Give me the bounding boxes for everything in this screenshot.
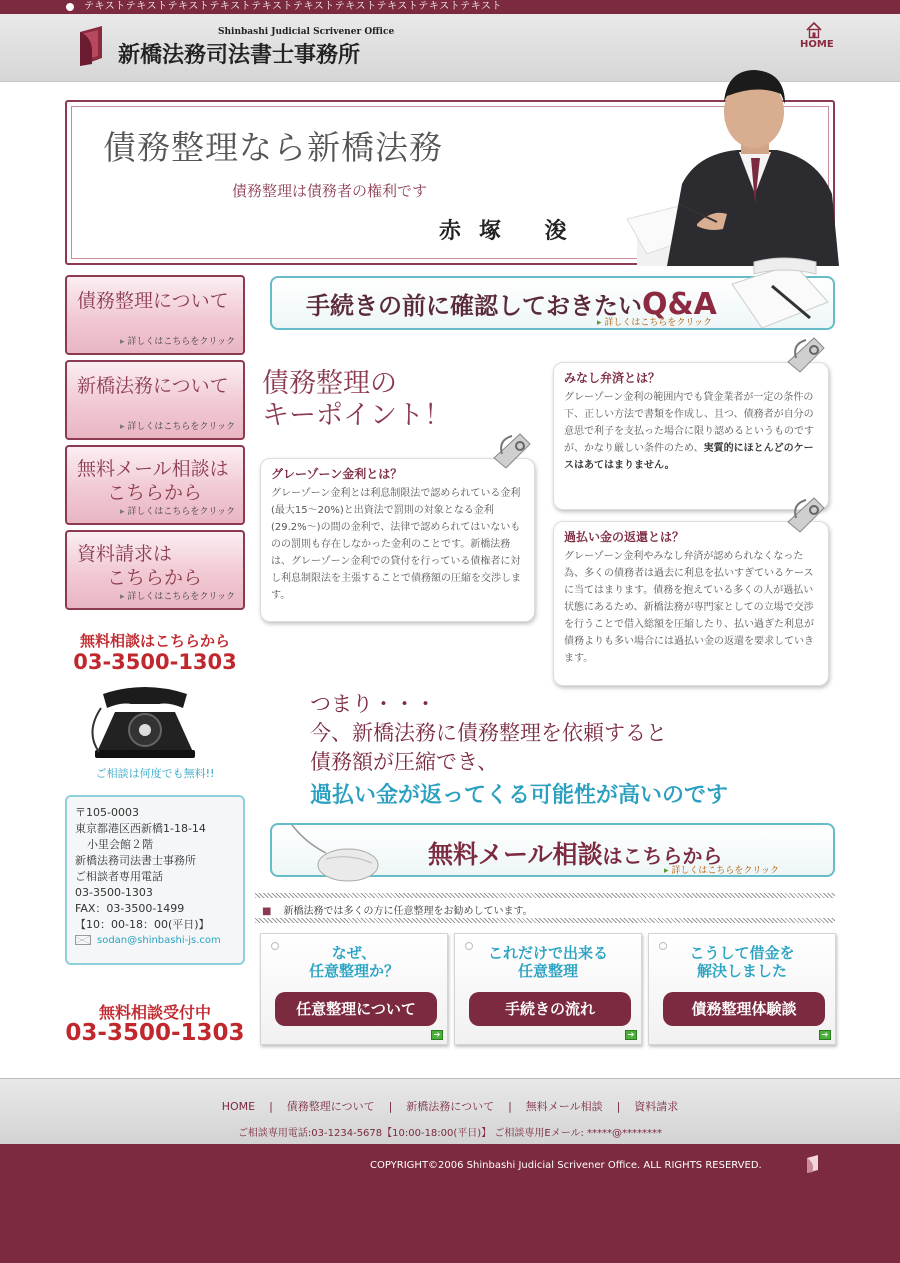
hero-subtitle: 債務整理は債務者の権利です bbox=[232, 182, 428, 200]
summary-line-2: 今、新橋法務に債務整理を依頼すると bbox=[310, 721, 667, 745]
keypoint-line-1: 債務整理の bbox=[262, 368, 397, 399]
sidebar-more-link[interactable]: ▸ 詳しくはこちらをクリック bbox=[120, 334, 235, 347]
summary-highlight: 過払い金が返ってくる可能性が高いのです bbox=[310, 783, 729, 808]
footer-link-debt[interactable]: 債務整理について bbox=[286, 1100, 375, 1113]
top-strip-text: テキストテキストテキストテキストテキストテキストテキストテキストテキストテキスト bbox=[84, 1, 502, 12]
bottom-button-label[interactable]: 任意整理について bbox=[275, 992, 437, 1026]
address-office: 新橋法務司法書士事務所 bbox=[75, 854, 196, 867]
address-fax: FAX：03-3500-1499 bbox=[75, 902, 185, 915]
home-icon[interactable] bbox=[804, 20, 824, 40]
top-strip bbox=[0, 0, 900, 14]
bottom-button-question bbox=[261, 944, 447, 980]
accepting-phone[interactable]: 03-3500-1303 bbox=[65, 1020, 245, 1046]
hero-title: 債務整理なら新橋法務 bbox=[103, 128, 443, 167]
sidebar-more-link[interactable]: ▸ 詳しくはこちらをクリック bbox=[120, 589, 235, 602]
phone-note: ご相談は何度でも無料!! bbox=[95, 767, 215, 780]
mouse-icon bbox=[286, 823, 382, 885]
separator: | bbox=[616, 1100, 621, 1113]
envelope-icon bbox=[75, 935, 91, 945]
address-phone: 03-3500-1303 bbox=[75, 886, 153, 899]
keypoint-line-2: キーポイント！ bbox=[262, 400, 451, 431]
paper-and-pen-icon bbox=[724, 256, 834, 330]
footer-link-mail[interactable]: 無料メール相談 bbox=[525, 1100, 603, 1113]
qa-banner[interactable] bbox=[270, 276, 835, 330]
keypoint-title bbox=[262, 368, 451, 432]
separator: | bbox=[508, 1100, 512, 1113]
hero-signature: 赤塚 浚 bbox=[439, 218, 585, 244]
card-body bbox=[564, 389, 820, 474]
card-kabarai bbox=[553, 521, 829, 686]
address-phone-label: ご相談者専用電話 bbox=[75, 870, 163, 883]
card-body-text: グレーゾーン金利の範囲内でも貸金業者が一定の条件の下、正しい方法で書類を作成し、且つ、債務者が自分の意思で利子を支払った場合に限り認めるというものですが、かなり厳しい条件のため、 bbox=[564, 392, 814, 454]
notice-text: ■ 新橋法務では多くの方に任意整理をお勧めしています。 bbox=[262, 902, 533, 917]
footer-link-home[interactable]: HOME bbox=[221, 1100, 256, 1113]
qa-title-qa: Q&A bbox=[642, 287, 717, 322]
address-box bbox=[65, 795, 245, 965]
bottom-button-question bbox=[649, 944, 835, 980]
address-email[interactable]: sodan@shinbashi-js.com bbox=[97, 935, 221, 946]
sidebar-button-mail-consult[interactable] bbox=[65, 445, 245, 525]
bottom-button-voluntary[interactable] bbox=[260, 933, 448, 1045]
card-title: グレーゾーン金利とは？ bbox=[271, 467, 403, 481]
lawyer-portrait-image bbox=[627, 54, 839, 266]
arrow-right-icon: ➔ bbox=[819, 1030, 831, 1040]
sidebar-more-link[interactable]: ▸ 詳しくはこちらをクリック bbox=[120, 419, 235, 432]
mail-consult-banner[interactable] bbox=[270, 823, 835, 877]
copyright: COPYRIGHT©2006 Shinbashi Judicial Scrivener Office. ALL RIGHTS RESERVED. bbox=[370, 1160, 762, 1171]
address-line-2: 小里会館２階 bbox=[87, 838, 153, 851]
question-line-1: これだけで出来る bbox=[487, 944, 608, 962]
card-title: 過払い金の返還とは？ bbox=[564, 530, 685, 544]
card-body: グレーゾーン金利とは利息制限法で認められている金利(最大15～20%)と出資法で罰則の対象となる金利(29.2%～)の間の金利で、法律で認められてはいないものの罰則も存在しなかった金利のことです。新橋法務は、グレーゾーン金利での貸付を行っている債権者に対し利息制限法を主張することで債務額の圧縮を交渉します。 bbox=[271, 488, 521, 601]
card-body: グレーゾーン金利やみなし弁済が認められなくなった為、多くの債務者は過去に利息を払いすぎているケースに当てはまります。債務を抱えている多くの人が過払い状態にあるため、新橋法務が専門家としての立場で交渉を行うことで借入総額を圧縮したり、払い過ぎた利息が債務よりも多い場合には過払い金の返還を要求していきます。 bbox=[564, 551, 814, 664]
label-line-1: 無料メール相談は bbox=[77, 458, 229, 480]
qa-title-text: 手続きの前に確認しておきたい bbox=[306, 292, 642, 320]
question-line-1: こうして借金を bbox=[689, 944, 795, 962]
mail-more-link[interactable]: ▸ 詳しくはこちらをクリック bbox=[664, 863, 779, 876]
logo-english: Shinbashi Judicial Scrivener Office bbox=[218, 27, 395, 37]
bottom-button-label[interactable]: 手続きの流れ bbox=[469, 992, 631, 1026]
sidebar-button-label bbox=[77, 542, 202, 590]
hatch-divider bbox=[255, 918, 835, 923]
accepting-title: 無料相談受付中 bbox=[98, 1003, 211, 1022]
telephone-icon bbox=[85, 682, 205, 760]
logo-mark-icon bbox=[806, 1155, 820, 1173]
summary-line-3: 債務額が圧縮でき、 bbox=[310, 750, 499, 774]
footer-link-about[interactable]: 新橋法務について bbox=[406, 1100, 495, 1113]
bottom-button-flow[interactable] bbox=[454, 933, 642, 1045]
footer-nav bbox=[0, 1098, 900, 1114]
logo-japanese[interactable]: 新橋法務司法書士事務所 bbox=[118, 42, 361, 68]
question-line-2: 任意整理か？ bbox=[308, 962, 399, 980]
address-line-1: 東京都港区西新橋1-18-14 bbox=[75, 822, 206, 835]
mail-title-main: 無料メール相談 bbox=[428, 840, 603, 869]
arrow-right-icon: ➔ bbox=[625, 1030, 637, 1040]
summary-text bbox=[310, 690, 667, 777]
qa-more-link[interactable]: ▸ 詳しくはこちらをクリック bbox=[597, 315, 712, 328]
question-line-1: なぜ、 bbox=[331, 944, 377, 962]
card-body-bold: 実質的にほとんどのケースはあてはまりません。 bbox=[564, 443, 814, 471]
bottom-button-question bbox=[455, 944, 641, 980]
footer-contact: ご相談専用電話:03-1234-5678【10:00-18:00(平日)】 ご相談専用Eメール: *****@******** bbox=[237, 1128, 663, 1139]
sidebar-button-label: 債務整理について bbox=[77, 290, 229, 312]
card-title: みなし弁済とは？ bbox=[564, 371, 661, 385]
label-line-1: 資料請求は bbox=[77, 543, 173, 565]
home-link[interactable]: HOME bbox=[800, 39, 834, 50]
label-line-2: こちらから bbox=[107, 567, 203, 589]
address-hours: 【10：00-18：00(平日)】 bbox=[75, 918, 210, 931]
logo-mark-icon bbox=[78, 26, 106, 66]
summary-line-1: つまり・・・ bbox=[310, 692, 436, 716]
binder-clip-icon bbox=[784, 332, 830, 378]
bullet-icon bbox=[66, 3, 74, 11]
sidebar-button-label: 新橋法務について bbox=[77, 375, 229, 397]
binder-clip-icon bbox=[490, 428, 536, 474]
sidebar-button-request-documents[interactable] bbox=[65, 530, 245, 610]
address-email-row[interactable] bbox=[75, 933, 235, 949]
hero-banner bbox=[65, 100, 835, 265]
card-grayzone bbox=[260, 458, 535, 622]
footer-link-documents[interactable]: 資料請求 bbox=[634, 1100, 679, 1113]
sidebar-more-link[interactable]: ▸ 詳しくはこちらをクリック bbox=[120, 504, 235, 517]
sidebar-button-label bbox=[77, 457, 229, 505]
bottom-button-experience[interactable] bbox=[648, 933, 836, 1045]
bottom-button-label[interactable]: 債務整理体験談 bbox=[663, 992, 825, 1026]
question-line-2: 任意整理 bbox=[517, 962, 578, 980]
card-minashi bbox=[553, 362, 829, 510]
separator: | bbox=[269, 1100, 273, 1113]
sidebar-button-debt-consolidation[interactable] bbox=[65, 275, 245, 355]
label-line-2: こちらから bbox=[107, 482, 203, 504]
hatch-divider bbox=[255, 893, 835, 898]
address-zip: 〒105-0003 bbox=[75, 806, 139, 819]
arrow-right-icon: ➔ bbox=[431, 1030, 443, 1040]
free-consult-title: 無料相談はこちらから bbox=[79, 632, 230, 650]
mail-title-small: はこちらから bbox=[602, 844, 723, 868]
binder-clip-icon bbox=[784, 492, 830, 538]
sidebar-button-about-office[interactable] bbox=[65, 360, 245, 440]
separator: | bbox=[388, 1100, 393, 1113]
question-line-2: 解決しました bbox=[696, 962, 787, 980]
free-consult-phone[interactable]: 03-3500-1303 bbox=[73, 650, 237, 674]
